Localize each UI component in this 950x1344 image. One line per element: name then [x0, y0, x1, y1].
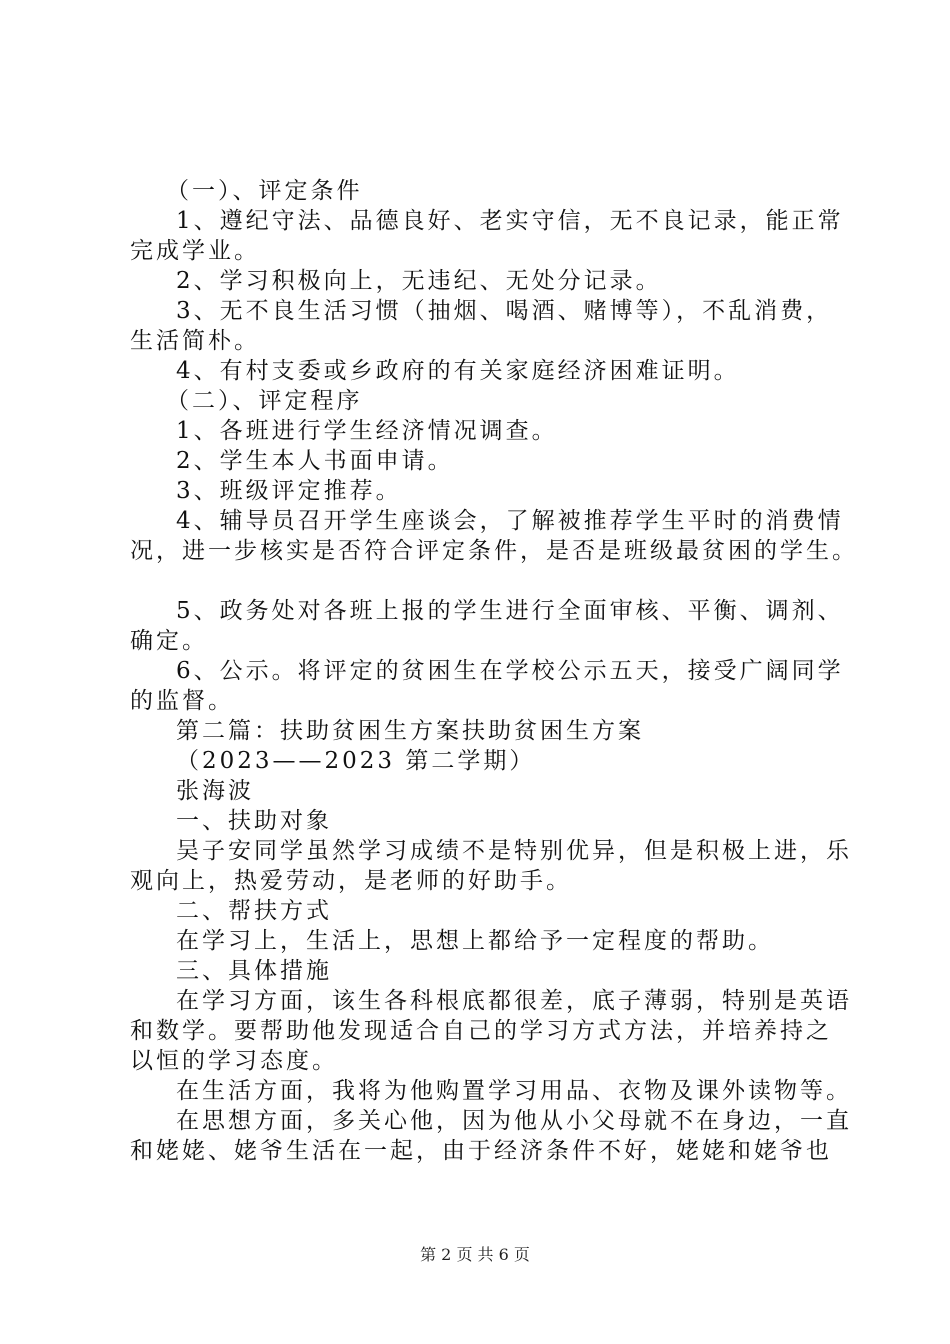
paragraph-line: 4、有村支委或乡政府的有关家庭经济困难证明。: [176, 358, 740, 384]
page-number-footer: 第 2 页 共 6 页: [420, 1245, 530, 1264]
paragraph-line: 在学习方面，该生各科根底都很差，底子薄弱，特别是英语: [176, 988, 852, 1014]
paragraph-line: 完成学业。: [130, 238, 260, 264]
paragraph-line: 6、公示。将评定的贫困生在学校公示五天，接受广阔同学: [176, 658, 844, 684]
section-heading: 一、扶助对象: [176, 808, 332, 834]
paragraph-line: 和姥姥、姥爷生活在一起，由于经济条件不好，姥姥和姥爷也: [130, 1138, 832, 1164]
paragraph-line: 吴子安同学虽然学习成绩不是特别优异，但是积极上进，乐: [176, 838, 852, 864]
paragraph-line: 3、无不良生活习惯（抽烟、喝酒、赌博等），不乱消费，: [176, 298, 833, 324]
paragraph-line: 在生活方面，我将为他购置学习用品、衣物及课外读物等。: [176, 1078, 852, 1104]
paragraph-line: 4、辅导员召开学生座谈会，了解被推荐学生平时的消费情: [176, 508, 844, 534]
paragraph-line: 3、班级评定推荐。: [176, 478, 402, 504]
paragraph-line: 1、遵纪守法、品德良好、老实守信，无不良记录，能正常: [176, 208, 844, 234]
paragraph-line: 况，进一步核实是否符合评定条件，是否是班级最贫困的学生。: [130, 538, 858, 564]
chapter-title: 第二篇：扶助贫困生方案扶助贫困生方案: [176, 718, 644, 744]
paragraph-line: 确定。: [130, 628, 208, 654]
document-body: [130, 176, 858, 1166]
paragraph-line: 5、政务处对各班上报的学生进行全面审核、平衡、调剂、: [176, 598, 844, 624]
paragraph-line: 以恒的学习态度。: [130, 1048, 338, 1074]
section-heading: 三、具体措施: [176, 958, 332, 984]
section-heading: 二、帮扶方式: [176, 898, 332, 924]
author-name: 张海波: [176, 778, 254, 804]
paragraph-line: 2、学习积极向上，无违纪、无处分记录。: [176, 268, 662, 294]
paragraph-line: 在思想方面，多关心他，因为他从小父母就不在身边，一直: [176, 1108, 852, 1134]
paragraph-line: 在学习上，生活上，思想上都给予一定程度的帮助。: [176, 928, 774, 954]
paragraph-line: 观向上，热爱劳动，是老师的好助手。: [130, 868, 572, 894]
section-heading: （一）、评定条件: [166, 178, 363, 204]
paragraph-line: 和数学。要帮助他发现适合自己的学习方式方法，并培养持之: [130, 1018, 832, 1044]
section-heading: （二）、评定程序: [166, 388, 363, 414]
term-subtitle: （2023——2023 第二学期）: [176, 748, 536, 774]
paragraph-line: 1、各班进行学生经济情况调查。: [176, 418, 558, 444]
paragraph-line: 2、学生本人书面申请。: [176, 448, 454, 474]
blank-line: [130, 566, 830, 596]
paragraph-line: 的监督。: [130, 688, 234, 714]
paragraph-line: 生活简朴。: [130, 328, 260, 354]
